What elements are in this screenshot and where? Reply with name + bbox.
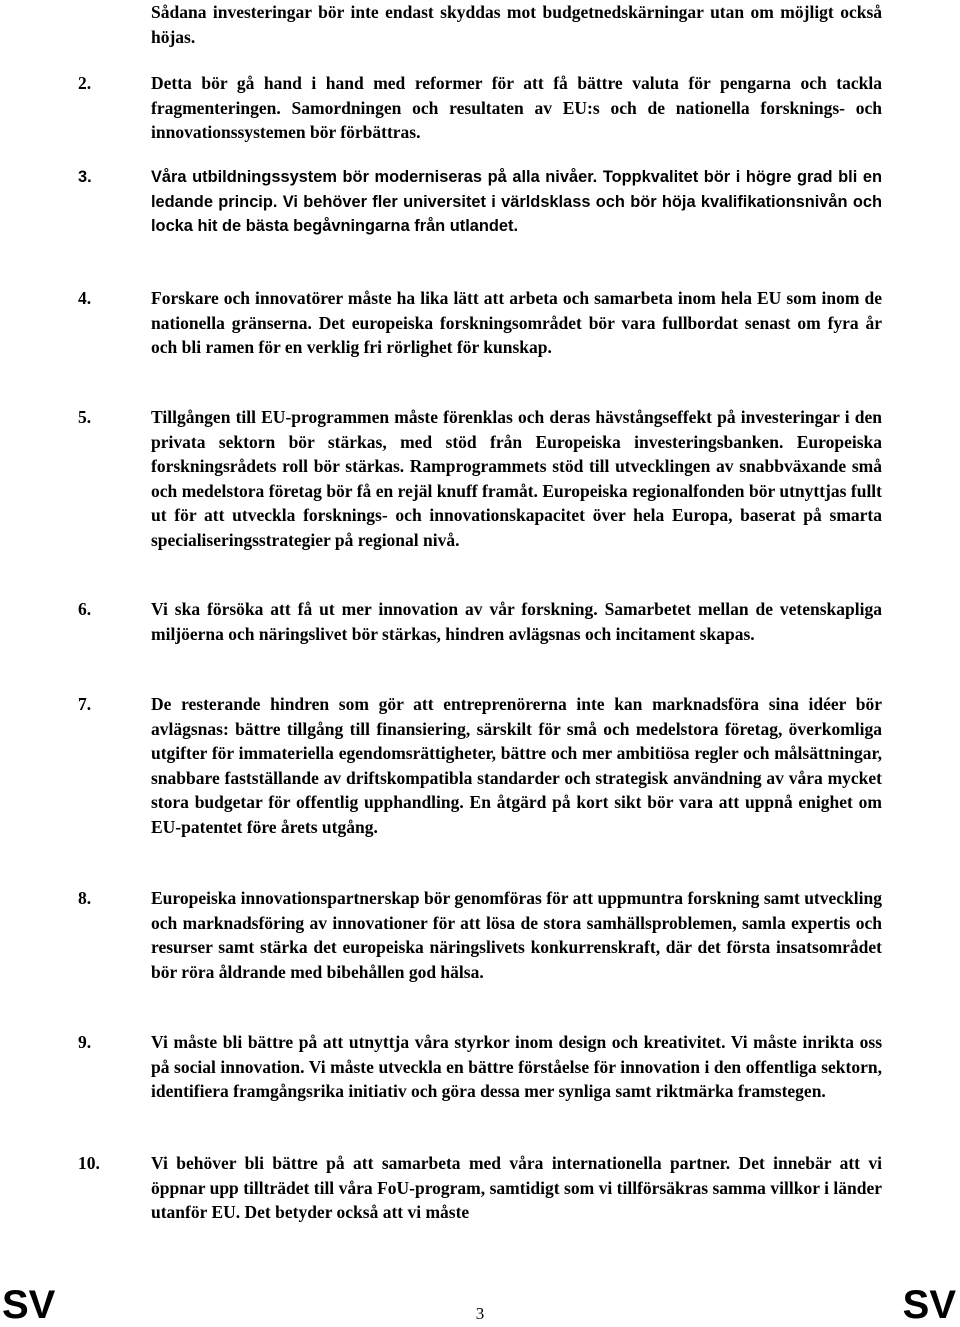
item-text-7: De resterande hindren som gör att entreprenörerna inte kan marknadsföra sina idéer bör avlägsnas: bättre tillgång till finansiering, särskilt för små och medelstora företag, överkomliga utgifter för immateriella egendomsrättigheter, bättre och mer ambitiösa regler och målsättningar, snabbare fastställande av driftskompatibla standarder och strategisk användning av våra mycket stora budgetar för offentlig upphandling. En åtgärd på kort sikt bör vara att uppnå enighet om EU-patentet före årets utgång. [151, 694, 882, 837]
item-text-5: Tillgången till EU-programmen måste förenklas och deras hävstångseffekt på investeringar i den privata sektorn bör stärkas, med stöd från Europeiska investeringsbanken. Europeiska forskningsrådets roll bör stärkas. Ramprogrammets stöd till utvecklingen av snabbväxande små och medelstora företag bör få en rejäl knuff framåt. Europeiska regionalfonden bör utnyttjas fullt ut för att utveckla forsknings- och innovationskapacitet över hela Europa, baserat på smarta specialiseringsstrategier på regional nivå. [151, 407, 882, 550]
item-text-8: Europeiska innovationspartnerskap bör genomföras för att uppmuntra forskning samt utveckling och marknadsföring av innovationer för att lösa de stora samhällsproblemen, samla expertis och resurser samt stärka det europeiska näringslivets konkurrenskraft, där det första insatsområdet bör röra åldrande med bibehållen god hälsa. [151, 888, 882, 982]
item-number-9: 9. [78, 1032, 92, 1052]
intro-paragraph: Sådana investeringar bör inte endast skyddas mot budgetnedskärningar utan om möjligt också höjas. [151, 2, 882, 47]
item-text-2: Detta bör gå hand i hand med reformer för att få bättre valuta för pengarna och tackla fragmenteringen. Samordningen och resultaten av EU:s och de nationella forsknings- och innovationssystemen bör förbättras. [151, 73, 882, 142]
footer-language-left: SV [2, 1283, 56, 1327]
page-number: 3 [475, 1304, 485, 1323]
item-number-5: 5. [78, 407, 92, 427]
item-number-8: 8. [78, 888, 92, 908]
item-number-4: 4. [78, 288, 92, 308]
item-number-3: 3. [78, 168, 92, 186]
item-text-3: Våra utbildningssystem bör moderniseras på alla nivåer. Toppkvalitet bör i högre grad bli en ledande princip. Vi behöver fler universitet i världsklass och bör höja kvalifikationsnivån och locka hit de bästa begåvningarna från utlandet. [151, 168, 882, 235]
item-text-10: Vi behöver bli bättre på att samarbeta med våra internationella partner. Det innebär att vi öppnar upp tillträdet till våra FoU-program, samtidigt som vi tillförsäkras samma villkor i länder utanför EU. Det betyder också att vi måste [151, 1153, 882, 1222]
item-number-10: 10. [78, 1153, 100, 1173]
item-text-4: Forskare och innovatörer måste ha lika lätt att arbeta och samarbeta inom hela EU som inom de nationella gränserna. Det europeiska forskningsområdet bör vara fullbordat senast om fyra år och bli ramen för en verklig fri rörlighet för kunskap. [151, 288, 882, 357]
item-text-9: Vi måste bli bättre på att utnyttja våra styrkor inom design och kreativitet. Vi måste inrikta oss på social innovation. Vi måste utveckla en bättre förståelse för innovation i den offentliga sektorn, identifiera framgångsrika initiativ och göra dessa mer synliga samt riktmärka framstegen. [151, 1032, 882, 1101]
item-number-7: 7. [78, 694, 92, 714]
footer-language-right: SV [902, 1283, 956, 1327]
item-number-2: 2. [78, 73, 92, 93]
item-number-6: 6. [78, 599, 92, 619]
item-text-6: Vi ska försöka att få ut mer innovation av vår forskning. Samarbetet mellan de vetenskapliga miljöerna och näringslivet bör stärkas, hindren avlägsnas och incitament skapas. [151, 599, 882, 644]
